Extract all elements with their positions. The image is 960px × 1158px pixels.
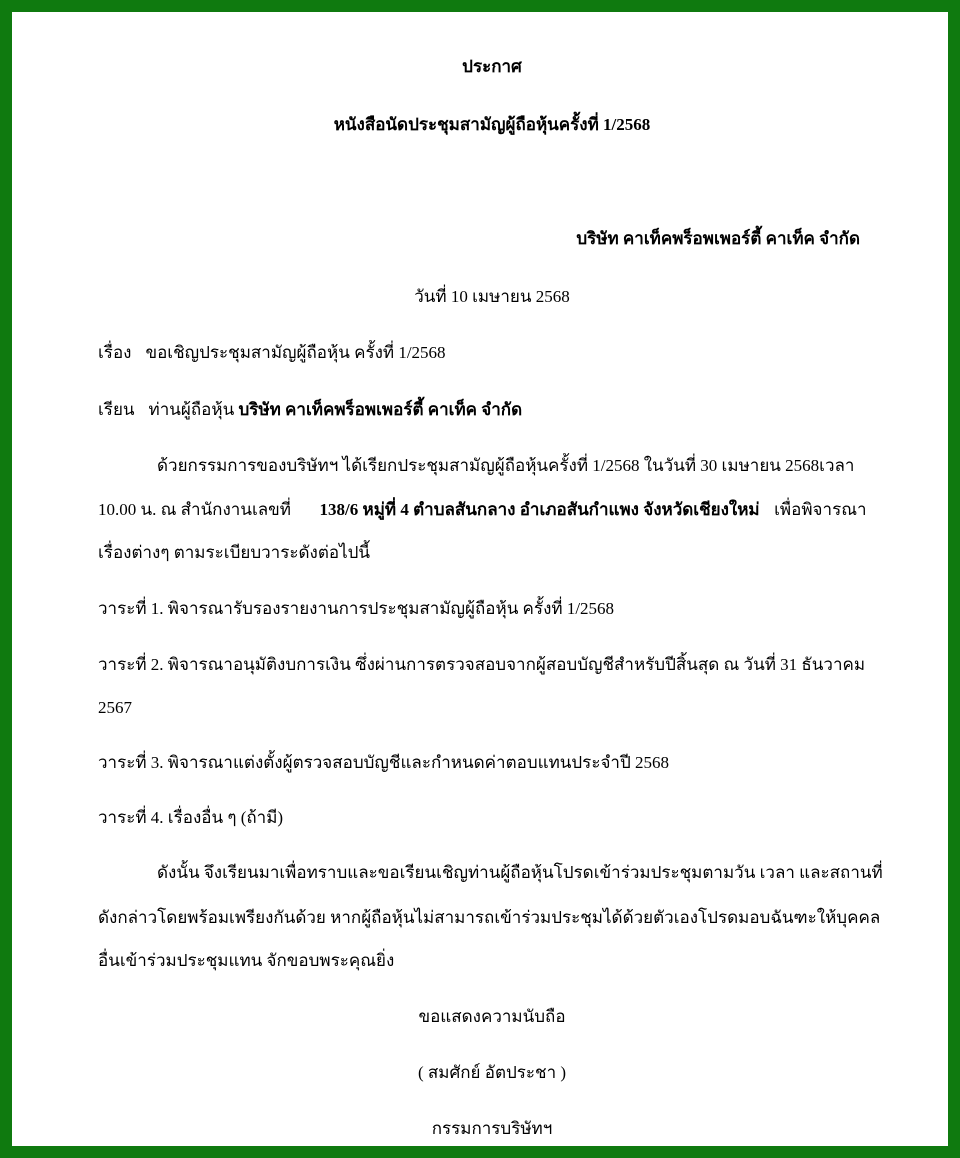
announcement-heading: ประกาศ xyxy=(462,57,522,76)
closing-line-1: ดังนั้น จึงเรียนมาเพื่อทราบและขอเรียนเชิญท่านผู้ถือหุ้นโปรดเข้าร่วมประชุมตามวัน เวลา และสถานที่ xyxy=(157,863,883,882)
subject-line xyxy=(98,342,446,364)
meeting-address: 138/6 หมู่ที่ 4 ตำบลสันกลาง อำเภอสันกำแพง จังหวัดเชียงใหม่ xyxy=(319,500,760,519)
meeting-time-location-prefix: 10.00 น. ณ สำนักงานเลขที่ xyxy=(98,500,292,519)
subject-text: ขอเชิญประชุมสามัญผู้ถือหุ้น ครั้งที่ 1/2568 xyxy=(145,343,446,362)
signature-name: ( สมศักย์ อัตประชา ) xyxy=(417,1063,567,1082)
agenda-item-1: วาระที่ 1. พิจารณารับรองรายงานการประชุมสามัญผู้ถือหุ้น ครั้งที่ 1/2568 xyxy=(98,599,615,618)
subject-label: เรื่อง xyxy=(98,343,132,362)
signature-position: กรรมการบริษัทฯ xyxy=(431,1119,553,1138)
body-paragraph-line-2 xyxy=(98,499,867,521)
company-name: บริษัท คาเท็คพร็อพเพอร์ตี้ คาเท็ค จำกัด xyxy=(576,229,860,248)
body-paragraph-line-3: เรื่องต่างๆ ตามระเบียบวาระดังต่อไปนี้ xyxy=(98,543,371,562)
closing-line-3: อื่นเข้าร่วมประชุมแทน จักขอบพระคุณยิ่ง xyxy=(98,951,395,970)
document-title: หนังสือนัดประชุมสามัญผู้ถือหุ้นครั้งที่ 1/2568 xyxy=(333,115,651,134)
agenda-item-4: วาระที่ 4. เรื่องอื่น ๆ (ถ้ามี) xyxy=(98,808,284,827)
agenda-item-2: วาระที่ 2. พิจารณาอนุมัติงบการเงิน ซึ่งผ่านการตรวจสอบจากผู้สอบบัญชีสำหรับปีสิ้นสุด ณ วันที่ 31 ธันวาคม xyxy=(98,655,866,674)
recipient-label: เรียน xyxy=(98,400,135,419)
document-date: วันที่ 10 เมษายน 2568 xyxy=(414,287,570,306)
recipient-company: บริษัท คาเท็คพร็อพเพอร์ตี้ คาเท็ค จำกัด xyxy=(238,400,523,419)
closing-line-2: ดังกล่าวโดยพร้อมเพรียงกันด้วย หากผู้ถือหุ้นไม่สามารถเข้าร่วมประชุมได้ด้วยตัวเองโปรดมอบฉันฑะให้บุคคล xyxy=(98,908,881,927)
meeting-purpose: เพื่อพิจารณา xyxy=(774,500,867,519)
agenda-item-3: วาระที่ 3. พิจารณาแต่งตั้งผู้ตรวจสอบบัญชีและกำหนดค่าตอบแทนประจำปี 2568 xyxy=(98,753,669,772)
recipient-line xyxy=(98,399,522,421)
body-paragraph-line-1: ด้วยกรรมการของบริษัทฯ ได้เรียกประชุมสามัญผู้ถือหุ้นครั้งที่ 1/2568 ในวันที่ 30 เมษายน 2568เวลา xyxy=(157,456,855,475)
recipient-text: ท่านผู้ถือหุ้น xyxy=(148,400,235,419)
signature-regards: ขอแสดงความนับถือ xyxy=(418,1007,566,1026)
agenda-item-2-continued: 2567 xyxy=(98,698,132,717)
